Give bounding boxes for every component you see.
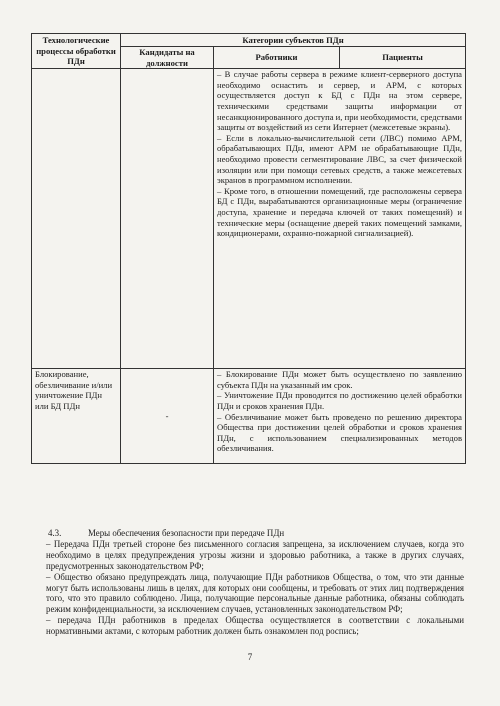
measure-paragraph: – В случае работы сервера в режиме клиент-серверного доступа необходимо оснастить и сервер, и АРМ, с которых осуществляется доступ к БД с ПДн на этом сервере, техническими средствами защиты информации от несанкционированного доступа и, при необходимости, средствами защиты от воздействий из сети Интернет (межсетевые экраны). [217,69,462,133]
table-row-blocking [32,369,466,464]
header-workers: Работники [214,47,340,69]
header-processes: Технологические процессы обработки ПДн [32,34,121,69]
page-number: 7 [247,652,253,662]
section-paragraph: – Общество обязано предупреждать лица, получающие ПДн работников Общества, о том, что эти данные могут быть использованы лишь в целях, для которых они сообщены, и требовать от этих лиц подтверждения того, что это правило соблюдено. Лица, получающие персональные данные работника, обязаны соблюдать режим конфиденциальности, за исключением случаев, установленных законодательством РФ; [46,571,464,615]
blocking-paragraph: – Обезличивание может быть проведено по решению директора Общества при достижении целей обработки и сроков хранения ПДн, с использованием специализированных методов обезличивания. [217,411,462,454]
blocking-paragraph: – Блокирование ПДн может быть осуществлено по заявлению субъекта ПДн на указанный им срок. [217,369,462,390]
section-heading [46,528,464,539]
cell-candidates-dash: - [121,369,214,464]
section-title: Меры обеспечения безопасности при передаче ПДн [88,528,285,538]
measure-paragraph: – Если в локально-вычислительной сети (ЛВС) помимо АРМ, обрабатывающих ПДн, имеют АРМ не обрабатывающие ПДн, необходимо провести сегментирование ЛВС, за счет физической изоляции или при помощи сетевых средств, а также межсетевых экранов в программном исполнении. [217,132,462,186]
header-patients: Пациенты [340,47,466,69]
measure-paragraph: – Кроме того, в отношении помещений, где расположены сервера БД с ПДн, вырабатываются организационные меры (ограничение доступа, хранение и передача ключей от таких помещений) и технические меры (оснащение дверей таких помещений замками, кондиционерами, охранно-пожарной сигнализацией). [217,185,462,239]
pd-processes-table [31,33,466,464]
section-transfer-measures [46,528,464,637]
cell-process-blocking: Блокирование, обезличивание и/или уничтожение ПДн или БД ПДн [32,369,121,464]
cell-candidates-empty [121,69,214,369]
blocking-paragraph: – Уничтожение ПДн проводится по достижению целей обработки ПДн и сроков хранения ПДн. [217,390,462,411]
cell-blocking-text [214,369,466,464]
section-number: 4.3. [48,528,62,538]
cell-process-empty [32,69,121,369]
section-paragraph: – передача ПДн работников в пределах Общества осуществляется в соответствии с локальными нормативными актами, с которым работник должен быть ознакомлен под роспись; [46,615,464,637]
section-paragraph: – Передача ПДн третьей стороне без письменного согласия запрещена, за исключением случаев, когда это необходимо в целях предупреждения угрозы жизни и здоровью работника, а также в других случаях, предусмотренных законодательством РФ; [46,538,464,571]
cell-measures-text [214,69,466,369]
header-candidates: Кандидаты на должности [121,47,214,69]
table-row-security-measures [32,69,466,369]
header-categories: Категории субъектов ПДн [121,34,466,47]
